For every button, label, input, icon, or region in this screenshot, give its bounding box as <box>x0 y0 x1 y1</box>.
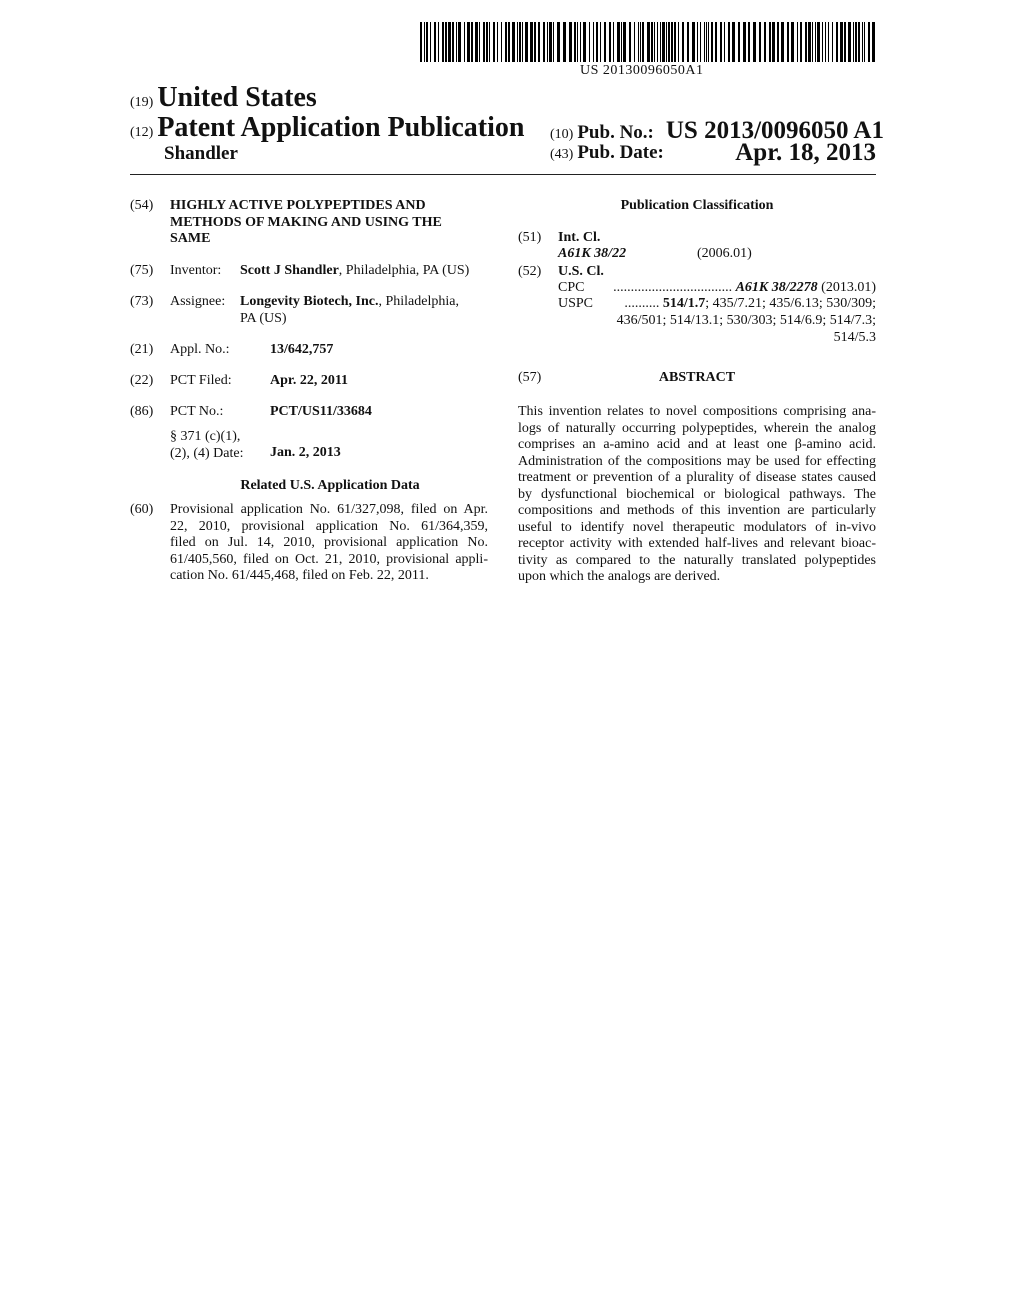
provisional-text <box>170 502 488 585</box>
provisional-line: 61/405,560, filed on Oct. 21, 2010, provisional appli- <box>170 551 488 567</box>
appl-code: (21) <box>130 342 154 357</box>
provisional-code: (60) <box>130 502 154 517</box>
intcl-year: (2006.01) <box>697 246 752 261</box>
pub-date-code: (43) <box>550 147 574 162</box>
country-line <box>130 82 317 114</box>
uspc-rest: ; 435/7.21; 435/6.13; 530/309; <box>705 296 876 311</box>
assignee-label: Assignee: <box>170 294 226 309</box>
uspc-line <box>558 296 876 313</box>
pub-no-code: (10) <box>550 127 574 142</box>
assignee-name: Longevity Biotech, Inc. <box>240 294 379 309</box>
title-line: METHODS OF MAKING AND USING THE <box>170 214 442 230</box>
pub-date-label: Pub. Date: <box>577 142 664 163</box>
type-code: (12) <box>130 125 154 140</box>
abstract-line: treatment or prevention of a plurality of disease states caused <box>518 470 876 485</box>
pub-no: US 2013/0096050 A1 <box>665 117 884 144</box>
publication-type: Patent Application Publication <box>157 112 525 143</box>
country-code: (19) <box>130 95 154 110</box>
title <box>170 198 442 248</box>
intcl-code: (51) <box>518 230 542 245</box>
assignee-location-2: PA (US) <box>240 310 287 326</box>
inventor-surname: Shandler <box>164 143 238 164</box>
country: United States <box>157 82 317 113</box>
title-line: HIGHLY ACTIVE POLYPEPTIDES AND <box>170 198 426 213</box>
barcode-number: US 20130096050A1 <box>580 63 704 78</box>
inventor-label: Inventor: <box>170 263 222 278</box>
pub-date: Apr. 18, 2013 <box>735 139 876 166</box>
abstract-line: tivity as compared to the naturally translated polypeptides <box>518 552 876 568</box>
title-code: (54) <box>130 198 154 213</box>
pub-date-line <box>550 139 876 166</box>
cpc-year: (2013.01) <box>817 280 876 295</box>
cpc-dots: .................................. <box>613 280 733 295</box>
uscl-label: U.S. Cl. <box>558 264 604 279</box>
inventor-location: , Philadelphia, PA (US) <box>338 263 470 278</box>
title-line: SAME <box>170 231 211 246</box>
assignee-code: (73) <box>130 294 154 309</box>
uspc-line-3: 514/5.3 <box>833 330 876 345</box>
pct-filed-label: PCT Filed: <box>170 373 232 388</box>
abstract-text <box>518 404 876 586</box>
abstract-line: useful to identify novel therapeutic modulators of in-vivo <box>518 519 876 535</box>
inventor-name: Scott J Shandler <box>240 263 339 278</box>
inventor <box>240 263 469 280</box>
s371-line: (2), (4) Date: <box>170 445 244 461</box>
s371-line: § 371 (c)(1), <box>170 429 241 444</box>
abstract-line: This invention relates to novel compositions comprising ana- <box>518 404 876 419</box>
header-divider <box>130 174 876 175</box>
appl-label: Appl. No.: <box>170 342 230 357</box>
cpc-line <box>558 280 876 297</box>
publication-type-line <box>130 112 524 144</box>
cpc-label: CPC <box>558 280 585 295</box>
provisional-line: cation No. 61/445,468, filed on Feb. 22, 2011. <box>170 568 429 583</box>
abstract-line: compositions and methods of this invention are particularly <box>518 503 876 518</box>
s371-date: Jan. 2, 2013 <box>270 445 341 460</box>
abstract-line: receptor activity with extended half-lives and relevant bioac- <box>518 536 876 551</box>
abstract-line: comprises an a-amino acid and at least one β-amino acid. <box>518 437 876 452</box>
cpc-class: A61K 38/2278 <box>735 280 818 295</box>
abstract-heading: ABSTRACT <box>658 370 736 385</box>
inventor-code: (75) <box>130 263 154 278</box>
pct-no-label: PCT No.: <box>170 404 224 419</box>
assignee-location: , Philadelphia, <box>378 294 459 309</box>
s371 <box>170 429 243 462</box>
barcode <box>420 22 875 62</box>
provisional-line: 22, 2010, provisional application No. 61/364,359, <box>170 518 488 534</box>
intcl-class: A61K 38/22 <box>558 246 627 261</box>
uspc-line-2: 436/501; 514/13.1; 530/303; 514/6.9; 514/7.3; <box>616 313 876 328</box>
pub-no-label: Pub. No.: <box>577 122 654 143</box>
provisional-line: Provisional application No. 61/327,098, filed on Apr. <box>170 502 488 517</box>
uspc-dots: .......... <box>624 296 660 311</box>
pct-no: PCT/US11/33684 <box>270 404 372 419</box>
pct-no-code: (86) <box>130 404 154 419</box>
related-heading: Related U.S. Application Data <box>240 478 420 493</box>
abstract-line: logs of naturally occurring polypeptides, wherein the analog <box>518 420 876 436</box>
intcl-label: Int. Cl. <box>558 230 601 245</box>
abstract-code: (57) <box>518 370 542 385</box>
pct-filed: Apr. 22, 2011 <box>270 373 349 388</box>
pct-filed-code: (22) <box>130 373 154 388</box>
abstract-line: Administration of the compositions may be used for effecting <box>518 453 876 469</box>
classification-heading: Publication Classification <box>620 198 774 213</box>
abstract-line: by dysfunctional biochemical or biological pathways. The <box>518 486 876 502</box>
uscl-code: (52) <box>518 264 542 279</box>
uspc-label: USPC <box>558 296 594 311</box>
provisional-line: filed on Jul. 14, 2010, provisional application No. <box>170 535 488 550</box>
uspc-main: 514/1.7 <box>662 296 706 311</box>
assignee <box>240 294 459 327</box>
abstract-line: upon which the analogs are derived. <box>518 569 721 584</box>
appl-no: 13/642,757 <box>270 342 334 357</box>
